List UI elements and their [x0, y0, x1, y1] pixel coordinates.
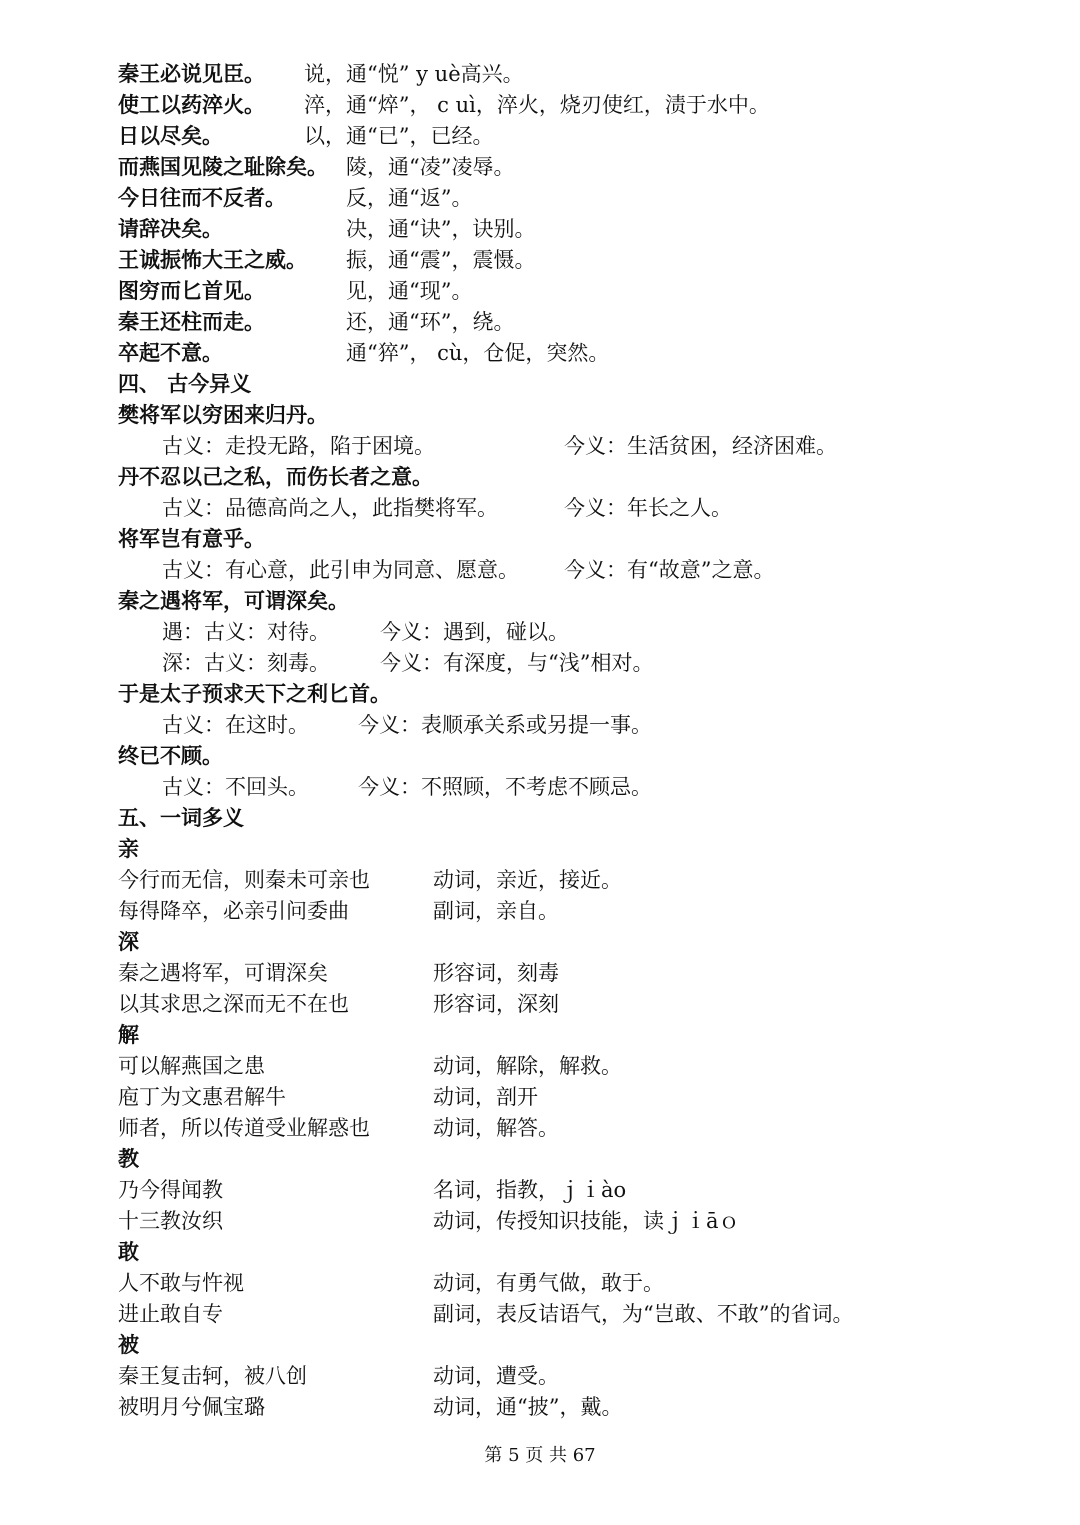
- example-sentence: 图穷而匕首见。: [118, 279, 265, 303]
- modern-meaning: 今义：不照顾，不考虑不顾忌。: [358, 775, 652, 799]
- example-sentence: 可以解燕国之患: [118, 1054, 265, 1078]
- example-sentence: 十三教汝织: [118, 1209, 223, 1233]
- word-meaning: 动词，有勇气做，敢于。: [433, 1271, 664, 1295]
- example-sentence: 丹不忍以己之私，而伤长者之意。: [118, 465, 433, 489]
- example-sentence: 秦王必说见臣。: [118, 62, 265, 86]
- word-meaning: 动词，通“披”，戴。: [433, 1395, 623, 1419]
- example-sentence: 于是太子预求天下之利匕首。: [118, 682, 391, 706]
- example-sentence: 日以尽矣。: [118, 124, 223, 148]
- example-sentence: 今行而无信，则秦未可亲也: [118, 868, 370, 892]
- annotation: 振，通“震”，震慑。: [346, 248, 536, 272]
- annotation: 以，通“已”，已经。: [304, 124, 494, 148]
- headword: 被: [118, 1333, 139, 1357]
- section-heading: 四、 古今异义: [118, 372, 252, 396]
- word-meaning: 形容词，深刻: [433, 992, 559, 1016]
- example-sentence: 乃今得闻教: [118, 1178, 223, 1202]
- word-meaning: 名词，指教，ｊｉào: [433, 1178, 627, 1202]
- annotation: 淬，通“焠”， c uì，淬火，烧刃使红，渍于水中。: [304, 93, 770, 117]
- example-sentence: 使工以药淬火。: [118, 93, 265, 117]
- annotation: 通“猝”， cù，仓促，突然。: [346, 341, 610, 365]
- word-meaning: 动词，剖开: [433, 1085, 538, 1109]
- headword: 亲: [118, 837, 139, 861]
- example-sentence: 王诚振怖大王之威。: [118, 248, 307, 272]
- modern-meaning: 今义：有深度，与“浅”相对。: [380, 651, 654, 675]
- modern-meaning: 今义：表顺承关系或另提一事。: [358, 713, 652, 737]
- example-sentence: 卒起不意。: [118, 341, 223, 365]
- example-sentence: 而燕国见陵之耻除矣。: [118, 155, 328, 179]
- example-sentence: 人不敢与忤视: [118, 1271, 244, 1295]
- example-sentence: 秦王还柱而走。: [118, 310, 265, 334]
- annotation: 反，通“返”。: [346, 186, 473, 210]
- page-number-footer: 第 5 页 共 67: [484, 1445, 596, 1466]
- example-sentence: 终已不顾。: [118, 744, 223, 768]
- headword: 解: [118, 1023, 139, 1047]
- example-sentence: 秦王复击轲，被八创: [118, 1364, 307, 1388]
- ancient-meaning: 古义：有心意，此引申为同意、愿意。: [162, 558, 519, 582]
- headword: 敢: [118, 1240, 139, 1264]
- annotation: 决，通“诀”，诀别。: [346, 217, 536, 241]
- example-sentence: 每得降卒，必亲引问委曲: [118, 899, 349, 923]
- word-meaning: 动词，亲近，接近。: [433, 868, 622, 892]
- example-sentence: 秦之遇将军，可谓深矣: [118, 961, 328, 985]
- ancient-meaning: 深：古义：刻毒。: [162, 651, 330, 675]
- word-meaning: 形容词，刻毒: [433, 961, 559, 985]
- example-sentence: 师者，所以传道受业解惑也: [118, 1116, 370, 1140]
- annotation: 还，通“环”，绕。: [346, 310, 515, 334]
- ancient-meaning: 古义：走投无路，陷于困境。: [162, 434, 435, 458]
- word-meaning: 动词，解除，解救。: [433, 1054, 622, 1078]
- headword: 教: [118, 1147, 139, 1171]
- example-sentence: 请辞决矣。: [118, 217, 223, 241]
- example-sentence: 以其求思之深而无不在也: [118, 992, 349, 1016]
- word-meaning: 动词，遭受。: [433, 1364, 559, 1388]
- word-meaning: 副词，表反诘语气，为“岂敢、不敢”的省词。: [433, 1302, 854, 1326]
- example-sentence: 将军岂有意乎。: [118, 527, 265, 551]
- word-meaning: 动词，解答。: [433, 1116, 559, 1140]
- annotation: 陵，通“凌”凌辱。: [346, 155, 515, 179]
- example-sentence: 进止敢自专: [118, 1302, 223, 1326]
- modern-meaning: 今义：遇到，碰以。: [380, 620, 569, 644]
- headword: 深: [118, 930, 139, 954]
- word-meaning: 动词，传授知识技能，读ｊｉāｏ: [433, 1209, 740, 1233]
- modern-meaning: 今义：年长之人。: [564, 496, 732, 520]
- section-heading: 五、一词多义: [118, 806, 244, 830]
- example-sentence: 被明月兮佩宝璐: [118, 1395, 265, 1419]
- ancient-meaning: 遇：古义：对待。: [162, 620, 330, 644]
- ancient-meaning: 古义：在这时。: [162, 713, 309, 737]
- example-sentence: 樊将军以穷困来归丹。: [118, 403, 328, 427]
- modern-meaning: 今义：有“故意”之意。: [564, 558, 775, 582]
- annotation: 见，通“现”。: [346, 279, 473, 303]
- ancient-meaning: 古义：不回头。: [162, 775, 309, 799]
- example-sentence: 庖丁为文惠君解牛: [118, 1085, 286, 1109]
- example-sentence: 秦之遇将军，可谓深矣。: [118, 589, 349, 613]
- example-sentence: 今日往而不反者。: [118, 186, 286, 210]
- annotation: 说，通“悦” y uè高兴。: [304, 62, 524, 86]
- modern-meaning: 今义：生活贫困，经济困难。: [564, 434, 837, 458]
- ancient-meaning: 古义：品德高尚之人，此指樊将军。: [162, 496, 498, 520]
- word-meaning: 副词，亲自。: [433, 899, 559, 923]
